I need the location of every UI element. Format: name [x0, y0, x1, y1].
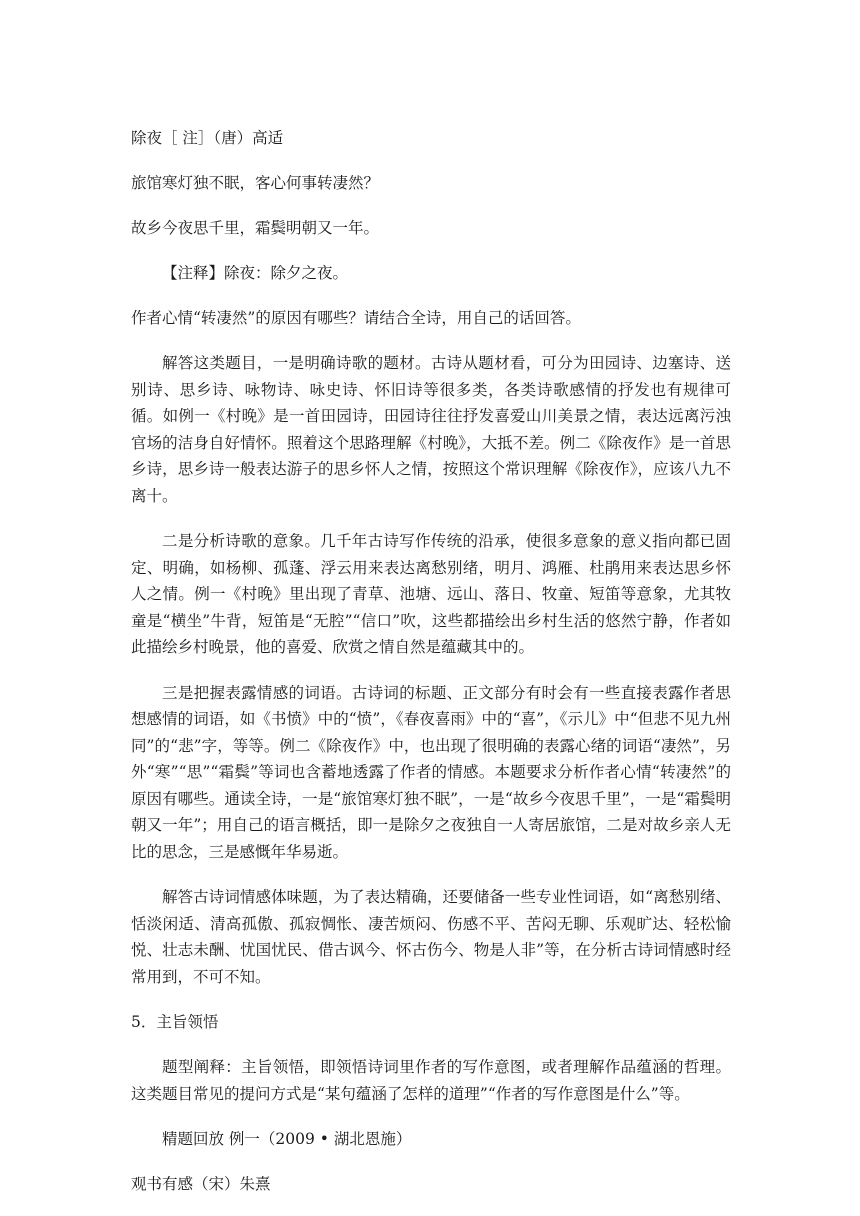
- answer-paragraph: 三是把握表露情感的词语。古诗词的标题、正文部分有时会有一些直接表露作者思想感情的词语，如《书愤》中的“愤”，《春夜喜雨》中的“喜”，《示儿》中“但悲不见九州同”的“悲”字，等等。例二《除夜作》中，也出现了很明确的表露心绪的词语“凄然”，另外“寒”“思”“霜鬓”等词也含蓄地透露了作者的情感。本题要求分析作者心情“转凄然”的原因有哪些。通读全诗，一是“旅馆寒灯独不眠”，一是“故乡今夜思千里”，一是“霜鬓明朝又一年”；用自己的语言概括，即一是除夕之夜独自一人寄居旅馆，二是对故乡亲人无比的思念，三是感慨年华易逝。: [131, 683, 731, 861]
- poem-title: 观书有感（宋）朱熹: [131, 1175, 271, 1193]
- answer-paragraph: 解答古诗词情感体味题，为了表达精确，还要储备一些专业性词语，如“离愁别绪、恬淡闲适、清高孤傲、孤寂惆怅、凄苦烦闷、伤感不平、苦闷无聊、乐观旷达、轻松愉悦、壮志未酬、忧国忧民、借古讽今、怀古伤今、物是人非”等，在分析古诗词情感时经常用到，不可不知。: [131, 888, 731, 986]
- document-body: [131, 125, 731, 1197]
- poem-line: 故乡今夜思千里，霜鬓明朝又一年。: [131, 219, 380, 237]
- answer-paragraph: 解答这类题目，一是明确诗歌的题材。古诗从题材看，可分为田园诗、边塞诗、送别诗、思乡诗、咏物诗、咏史诗、怀旧诗等很多类，各类诗歌感情的抒发也有规律可循。如例一《村晚》是一首田园诗，田园诗往往抒发喜爱山川美景之情，表达远离污浊官场的洁身自好情怀。照着这个思路理解《村晚》，大抵不差。例二《除夜作》是一首思乡诗，思乡诗一般表达游子的思乡怀人之情，按照这个常识理解《除夜作》，应该八九不离十。: [131, 354, 731, 505]
- section-heading: 5．主旨领悟: [131, 1013, 219, 1031]
- explanation-paragraph: 题型阐释：主旨领悟，即领悟诗词里作者的写作意图，或者理解作品蕴涵的哲理。这类题目常见的提问方式是“某句蕴涵了怎样的道理”“作者的写作意图是什么”等。: [131, 1058, 731, 1103]
- answer-paragraph: 二是分析诗歌的意象。几千年古诗写作传统的沿承，使很多意象的意义指向都已固定、明确，如杨柳、孤蓬、浮云用来表达离愁别绪，明月、鸿雁、杜鹃用来表达思乡怀人之情。例一《村晚》里出现了青草、池塘、远山、落日、牧童、短笛等意象，尤其牧童是“横坐”牛背，短笛是“无腔”“信口”吹，这些都描绘出乡村生活的悠然宁静，作者如此描绘乡村晚景，他的喜爱、欣赏之情自然是蕴藏其中的。: [131, 532, 731, 656]
- poem-note: 【注释】除夜：除夕之夜。: [162, 264, 349, 282]
- poem-line: 旅馆寒灯独不眠，客心何事转凄然？: [131, 174, 380, 192]
- example-label: 精题回放 例一（2009 • 湖北恩施）: [162, 1130, 412, 1148]
- poem-title: 除夜［ 注］（唐）高适: [131, 129, 284, 147]
- question-text: 作者心情“转凄然”的原因有哪些？请结合全诗，用自己的话回答。: [131, 309, 581, 327]
